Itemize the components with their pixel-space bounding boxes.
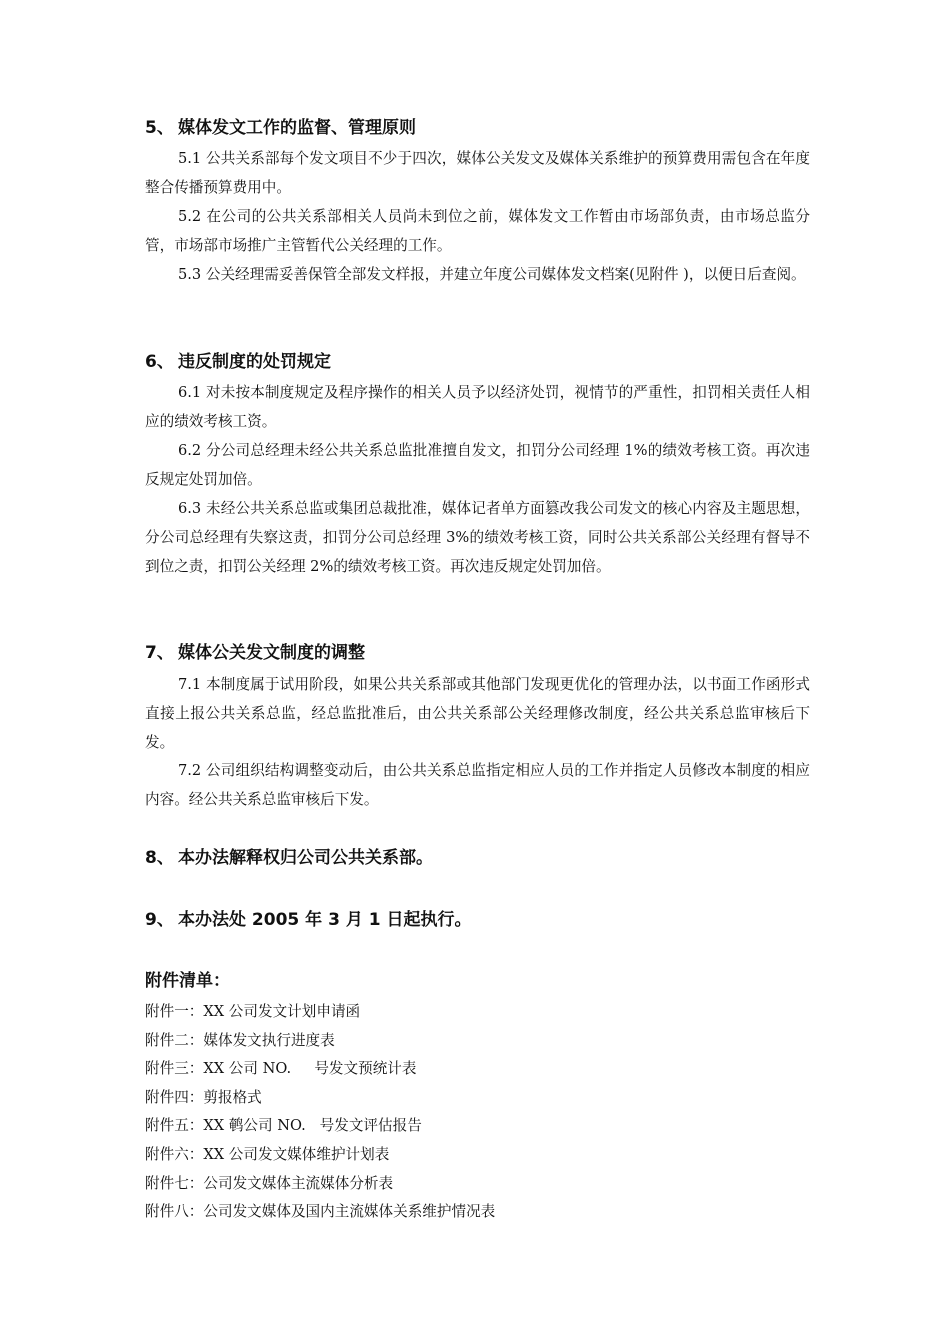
- section-8-heading: [145, 847, 433, 869]
- section-9-heading: [145, 909, 471, 931]
- section-number: 8、: [145, 848, 174, 868]
- section-number: 6、: [145, 352, 174, 372]
- section-number: 5、: [145, 118, 174, 138]
- section-7-heading: [145, 642, 365, 664]
- paragraph-7-2: 7.2 公司组织结构调整变动后，由公共关系总监指定相应人员的工作并指定人员修改本制度的相应内容。经公共关系总监审核后下发。: [145, 762, 810, 808]
- paragraph-5-1: 5.1 公共关系部每个发文项目不少于四次，媒体公关发文及媒体关系维护的预算费用需包含在年度整合传播预算费用中。: [145, 150, 810, 196]
- attachment-item: 附件三：XX 公司 NO. 号发文预统计表: [145, 1060, 417, 1078]
- section-number: 9、: [145, 910, 174, 930]
- attachments-list: [145, 998, 495, 1227]
- section-number: 7、: [145, 643, 174, 663]
- section-title: 违反制度的处罚规定: [178, 352, 331, 372]
- attachment-item: 附件一：XX 公司发文计划申请函: [145, 1003, 361, 1020]
- attachment-item: 附件四：剪报格式: [145, 1088, 262, 1106]
- attachment-item: 附件五：XX 鹌公司 NO. 号发文评估报告: [145, 1117, 422, 1135]
- section-5-heading: [145, 117, 416, 139]
- section-title: 媒体发文工作的监督、管理原则: [178, 118, 416, 138]
- paragraph-5-3: 5.3 公关经理需妥善保管全部发文样报，并建立年度公司媒体发文档案(见附件 )，以便日后查阅。: [178, 266, 806, 283]
- paragraph-6-3: 6.3 未经公共关系总监或集团总裁批准，媒体记者单方面篡改我公司发文的核心内容及主题思想，分公司总经理有失察这责，扣罚分公司总经理 3%的绩效考核工资，同时公共关系部公关经理有督导不到位之责，扣罚公关经理 2%的绩效考核工资。再次违反规定处罚加倍。: [145, 500, 810, 575]
- section-title: 本办法解释权归公司公共关系部。: [178, 848, 433, 868]
- section-title: 媒体公关发文制度的调整: [178, 643, 365, 663]
- section-6-heading: [145, 351, 331, 373]
- paragraph-7-1: 7.1 本制度属于试用阶段，如果公共关系部或其他部门发现更优化的管理办法，以书面工作函形式直接上报公共关系总监，经总监批准后，由公共关系部公关经理修改制度，经公共关系总监审核后下发。: [145, 676, 810, 751]
- paragraph-6-2: 6.2 分公司总经理未经公共关系总监批准擅自发文，扣罚分公司经理 1%的绩效考核工资。再次违反规定处罚加倍。: [145, 442, 810, 488]
- paragraph-5-2: 5.2 在公司的公共关系部相关人员尚未到位之前，媒体发文工作暂由市场部负责，由市场总监分管，市场部市场推广主管暂代公关经理的工作。: [145, 208, 810, 254]
- attachment-item: 附件七：公司发文媒体主流媒体分析表: [145, 1174, 394, 1192]
- attachment-item: 附件二：媒体发文执行进度表: [145, 1031, 335, 1049]
- attachment-item: 附件六：XX 公司发文媒体维护计划表: [145, 1145, 390, 1163]
- paragraph-6-1: 6.1 对未按本制度规定及程序操作的相关人员予以经济处罚，视情节的严重性，扣罚相关责任人相应的绩效考核工资。: [145, 384, 810, 430]
- attachment-item: 附件八：公司发文媒体及国内主流媒体关系维护情况表: [145, 1203, 496, 1221]
- attachments-title: 附件清单：: [145, 971, 230, 991]
- section-title: 本办法处 2005 年 3 月 1 日起执行。: [178, 910, 472, 930]
